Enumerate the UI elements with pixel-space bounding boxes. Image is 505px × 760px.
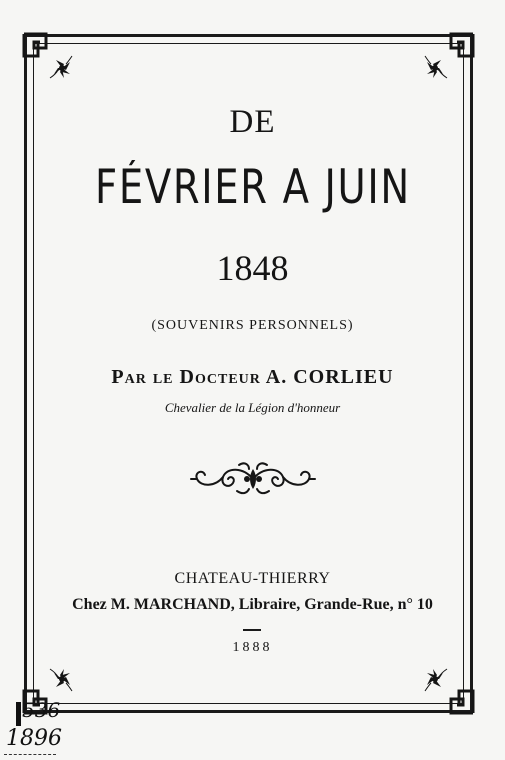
corner-ornament-icon <box>419 30 477 88</box>
author-honor: Chevalier de la Légion d'honneur <box>164 400 341 415</box>
shelfmark-baseline <box>4 754 56 756</box>
publisher-line: Chez M. MARCHAND, Libraire, Grande-Rue, n° 10 <box>72 596 433 613</box>
subtitle: (SOUVENIRS PERSONNELS) <box>151 318 354 333</box>
title-year: 1848 <box>216 248 289 288</box>
divider-dash <box>243 629 261 631</box>
publication-date: 1888 <box>232 640 273 655</box>
main-title: FÉVRIER A JUIN <box>95 160 411 215</box>
author-name: A. CORLIEU <box>265 366 394 388</box>
corner-ornament-icon <box>20 30 78 88</box>
shelfmark-top: 536 <box>22 698 61 722</box>
corner-ornament-icon <box>419 659 477 717</box>
title-line-de: DE <box>229 104 276 140</box>
shelfmark-bar <box>16 702 21 726</box>
author-prefix: Par le <box>111 366 174 388</box>
author-title: Docteur <box>179 366 261 388</box>
author-line <box>0 366 505 389</box>
shelfmark-bottom: 1896 <box>6 726 62 751</box>
publisher-city: CHATEAU-THIERRY <box>174 570 331 587</box>
library-shelfmark <box>4 696 64 760</box>
scroll-fleuron-icon <box>187 457 319 501</box>
